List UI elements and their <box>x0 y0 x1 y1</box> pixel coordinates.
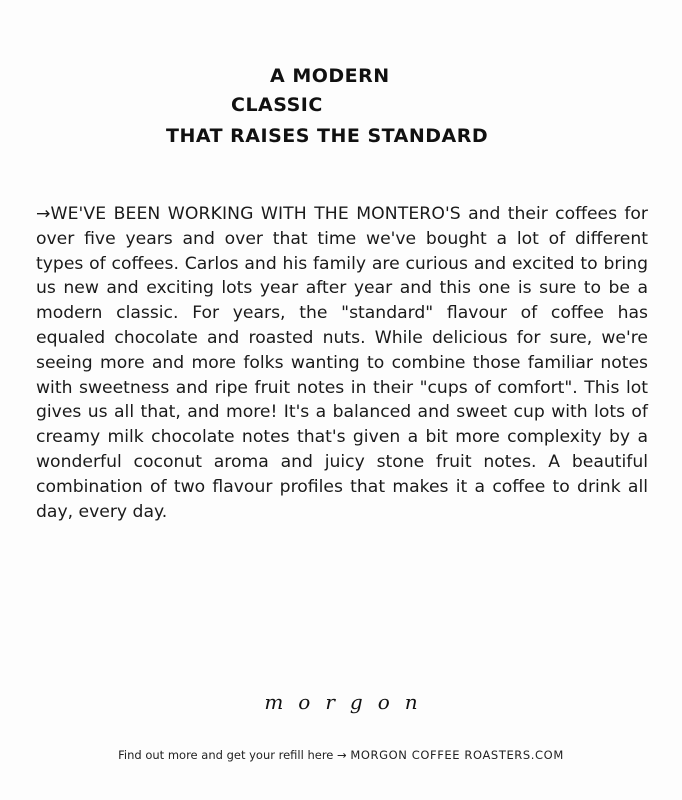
headline-line-3: THAT RAISES THE STANDARD <box>166 125 489 147</box>
brand-logo <box>0 690 682 714</box>
headline-line-2: CLASSIC <box>231 94 323 116</box>
description-lead: →WE'VE BEEN WORKING WITH THE MONTERO'S <box>36 204 461 224</box>
description-paragraph <box>36 202 648 524</box>
footer <box>0 748 682 762</box>
description-text: and their coffees for over five years and over that time we've bought a lot of different types of coffees. Carlos and his family are curious and excited to bring us new and exciting lots year after year and this one is sure to be a modern classic. For years, the "standard" flavour of coffee has equaled chocolate and roasted nuts. While delicious for sure, we're seeing more and more folks wanting to combine those familiar notes with sweetness and ripe fruit notes in their "cups of comfort". This lot gives us all that, and more! It's a balanced and sweet cup with lots of creamy milk chocolate notes that's given a bit more complexity by a wonderful coconut aroma and juicy stone fruit notes. A beautiful combination of two flavour profiles that makes it a coffee to drink all day, every day. <box>36 204 649 522</box>
brand-logo-text: morgon <box>264 690 433 714</box>
footer-text: Find out more and get your refill here → <box>118 748 351 762</box>
headline-line-1: A MODERN <box>270 65 390 87</box>
footer-url: MORGON COFFEE ROASTERS.COM <box>350 748 564 762</box>
